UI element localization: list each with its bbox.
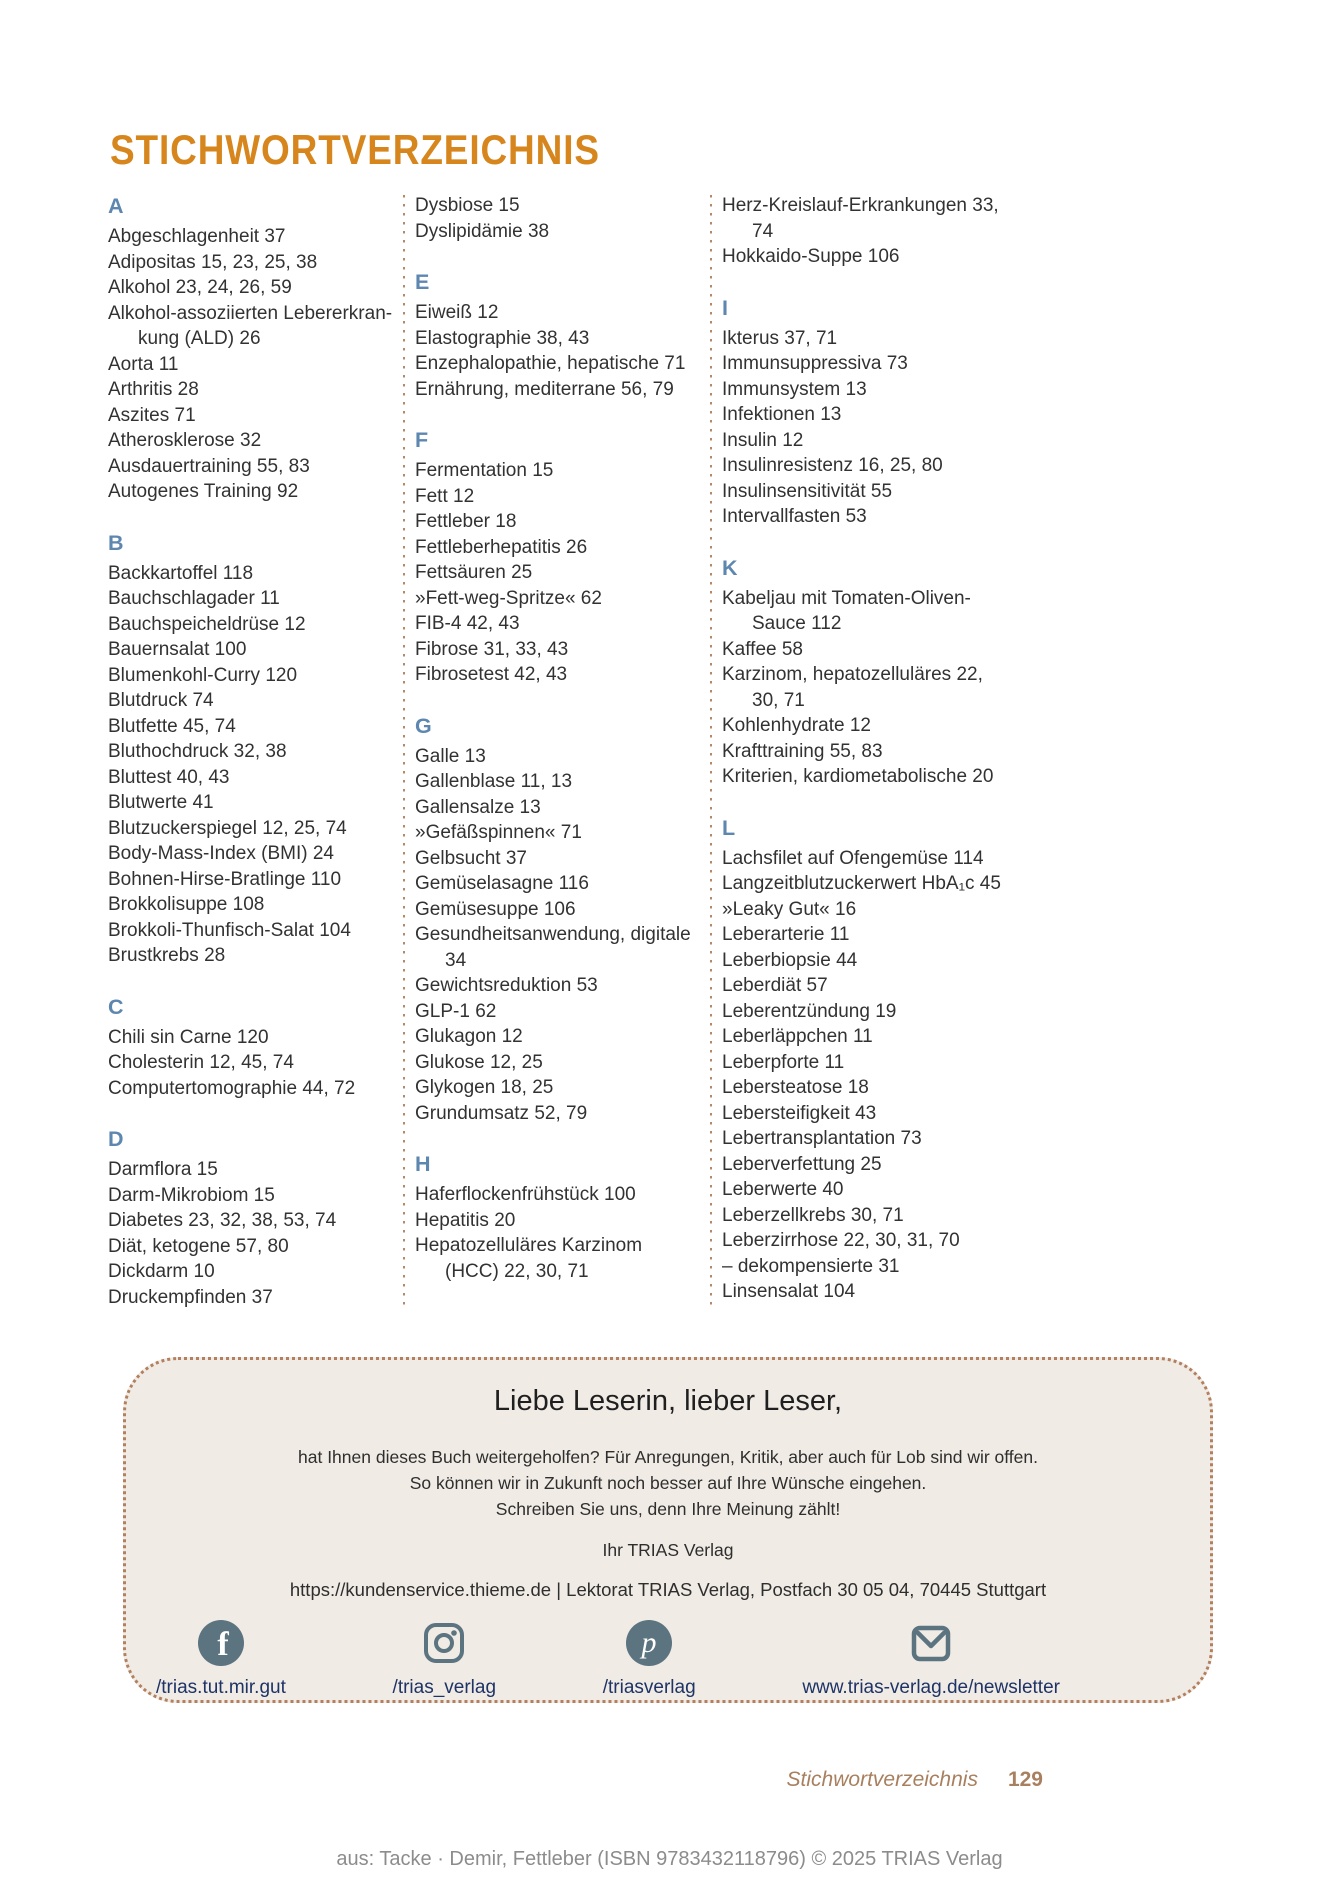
social-links-row — [126, 1619, 1210, 1699]
index-entry: Bluthochdruck 32, 38 — [108, 741, 287, 762]
index-entry: Atherosklerose 32 — [108, 430, 262, 451]
index-entry: Hepatozelluläres Karzinom (HCC) 22, 30, 71 — [415, 1235, 643, 1282]
index-entry: Blutzuckerspiegel 12, 25, 74 — [108, 817, 347, 839]
index-entry: Grundumsatz 52, 79 — [415, 1102, 588, 1124]
index-entry: Backkartoffel 118 — [108, 562, 254, 584]
index-entry: Herz-Kreislauf-Erkrankungen 33, 74 — [722, 195, 999, 242]
index-entry: Lebersteifigkeit 43 — [722, 1102, 877, 1124]
section-letter-e: E — [415, 270, 430, 294]
section-letter-b: B — [108, 530, 124, 555]
svg-text:f: f — [217, 1626, 229, 1663]
reader-box-text — [126, 1444, 1210, 1522]
index-entry: Leberentzündung 19 — [722, 1000, 897, 1022]
index-entry: Infektionen 13 — [722, 404, 842, 425]
index-entry: Bauchspeicheldrüse 12 — [108, 613, 306, 635]
index-entry: Kaffee 58 — [722, 638, 804, 660]
index-entry: Cholesterin 12, 45, 74 — [108, 1052, 294, 1073]
section-letter-c: C — [108, 994, 124, 1019]
index-entry: Bluttest 40, 43 — [108, 766, 230, 788]
index-entry: »Fett-weg-Spritze« 62 — [415, 587, 602, 609]
index-entry: Glukose 12, 25 — [415, 1051, 543, 1073]
social-label: /trias.tut.mir.gut — [156, 1677, 286, 1698]
section-letter-g: G — [415, 713, 432, 738]
index-entry: Immunsuppressiva 73 — [722, 353, 908, 374]
index-entry: Leberarterie 11 — [722, 924, 850, 945]
index-entry: Gemüsesuppe 106 — [415, 898, 576, 920]
footer-page-number: 129 — [1007, 1768, 1043, 1791]
social-label: www.trias-verlag.de/newsletter — [802, 1677, 1060, 1698]
section-letter-k: K — [722, 555, 738, 580]
index-entry: Bauchschlagader 11 — [108, 588, 280, 609]
index-entry: Bauernsalat 100 — [108, 639, 247, 660]
index-entry: Gewichtsreduktion 53 — [415, 975, 598, 996]
social-item — [802, 1619, 1060, 1699]
publisher-signature: Ihr TRIAS Verlag — [602, 1540, 734, 1560]
section-letter-d: D — [108, 1127, 124, 1151]
index-entry: Fibrose 31, 33, 43 — [415, 638, 569, 660]
index-entry: Diabetes 23, 32, 38, 53, 74 — [108, 1210, 337, 1231]
index-column-3 — [722, 193, 1007, 1310]
index-entry: Kriterien, kardiometabolische 20 — [722, 766, 994, 787]
index-entry: Kohlenhydrate 12 — [722, 715, 871, 736]
reader-box-line: So können wir in Zukunft noch besser auf Ihre Wünsche eingehen. — [409, 1473, 927, 1493]
index-entry: Aorta 11 — [108, 353, 179, 375]
index-entry: Leberdiät 57 — [722, 975, 828, 996]
index-entry: Hokkaido-Suppe 106 — [722, 246, 900, 267]
index-entry: Leberpforte 11 — [722, 1051, 845, 1073]
index-entry: Autogenes Training 92 — [108, 481, 299, 502]
index-entry: Ausdauertraining 55, 83 — [108, 455, 310, 477]
index-entry: Aszites 71 — [108, 404, 196, 426]
social-label: /triasverlag — [602, 1677, 696, 1698]
index-column-2 — [415, 193, 700, 1310]
index-entry: Darm-Mikrobiom 15 — [108, 1184, 275, 1206]
section-letter-a: A — [108, 194, 124, 218]
index-entry: Haferflockenfrühstück 100 — [415, 1184, 636, 1205]
index-entry: Glykogen 18, 25 — [415, 1077, 554, 1098]
index-entry: GLP-1 62 — [415, 1000, 497, 1022]
reader-box-line: hat Ihnen dieses Buch weitergeholfen? Für Anregungen, Kritik, aber auch für Lob sind wir offen. — [298, 1447, 1038, 1467]
index-entry: Intervallfasten 53 — [722, 506, 867, 527]
index-entry: FIB-4 42, 43 — [415, 613, 520, 634]
index-entry: Krafttraining 55, 83 — [722, 740, 883, 762]
index-entry: Gemüselasagne 116 — [415, 873, 589, 894]
index-entry: Hepatitis 20 — [415, 1209, 516, 1231]
footer-section-label: Stichwortverzeichnis — [786, 1768, 978, 1791]
social-item — [603, 1619, 696, 1699]
section-letter-l: L — [722, 815, 736, 840]
index-entry: Lebertransplantation 73 — [722, 1128, 922, 1149]
index-entry: Kabeljau mit Tomaten-Oliven-Sauce 112 — [722, 587, 971, 634]
index-entry: Fermentation 15 — [415, 460, 554, 481]
index-entry: Dickdarm 10 — [108, 1261, 215, 1282]
social-label: /trias_verlag — [392, 1677, 497, 1698]
index-entry: Computertomographie 44, 72 — [108, 1077, 356, 1099]
index-entry: Karzinom, hepatozelluläres 22, 30, 71 — [722, 664, 983, 711]
index-entry: Diät, ketogene 57, 80 — [108, 1235, 289, 1257]
index-entry: Blutfette 45, 74 — [108, 715, 236, 737]
index-entry: Fettleber 18 — [415, 511, 517, 532]
index-entry: Galle 13 — [415, 745, 486, 767]
index-entry: Eiweiß 12 — [415, 302, 499, 323]
index-entry: Insulinresistenz 16, 25, 80 — [722, 455, 943, 476]
index-entry: Leberbiopsie 44 — [722, 949, 858, 971]
instagram-icon — [420, 1619, 468, 1667]
index-entry: Adipositas 15, 23, 25, 38 — [108, 251, 318, 273]
index-entry: Leberläppchen 11 — [722, 1026, 873, 1047]
index-entry: Lebersteatose 18 — [722, 1077, 869, 1098]
index-entry: Leberzellkrebs 30, 71 — [722, 1204, 904, 1226]
page-title: STICHWORTVERZEICHNIS — [110, 126, 600, 174]
social-item — [156, 1619, 286, 1699]
contact-line: https://kundenservice.thieme.de | Lektorat TRIAS Verlag, Postfach 30 05 04, 70445 Stuttgart — [289, 1579, 1047, 1600]
section-letter-h: H — [415, 1152, 431, 1176]
index-entry: Gesundheitsanwendung, digitale 34 — [415, 924, 691, 971]
index-entry: Gallenblase 11, 13 — [415, 771, 573, 792]
index-entry: Arthritis 28 — [108, 379, 199, 400]
index-entry: – dekompensierte 31 — [722, 1255, 900, 1277]
index-entry: Linsensalat 104 — [722, 1281, 856, 1302]
column-separator — [710, 195, 712, 1310]
index-entry: »Gefäßspinnen« 71 — [415, 822, 582, 843]
index-entry: Leberwerte 40 — [722, 1179, 844, 1200]
index-entry: Bohnen-Hirse-Bratlinge 110 — [108, 868, 342, 890]
index-entry: Blutwerte 41 — [108, 792, 214, 813]
index-entry: Alkohol 23, 24, 26, 59 — [108, 277, 292, 298]
index-entry: Blutdruck 74 — [108, 690, 214, 711]
section-letter-i: I — [722, 295, 728, 320]
index-entry: Elastographie 38, 43 — [415, 327, 590, 349]
index-column-1 — [108, 193, 393, 1310]
section-letter-f: F — [415, 428, 429, 452]
svg-text:p: p — [641, 1626, 657, 1659]
index-entry: Body-Mass-Index (BMI) 24 — [108, 843, 334, 864]
index-entry: Druckempfinden 37 — [108, 1286, 273, 1308]
index-columns — [108, 193, 1007, 1310]
reader-box-heading: Liebe Leserin, lieber Leser, — [493, 1385, 843, 1417]
facebook-icon — [197, 1619, 245, 1667]
index-entry: Immunsystem 13 — [722, 378, 867, 400]
index-entry: Fettsäuren 25 — [415, 562, 533, 583]
index-entry: Dysbiose 15 — [415, 195, 520, 216]
index-entry: Darmflora 15 — [108, 1159, 218, 1180]
index-entry: Lachsfilet auf Ofengemüse 114 — [722, 847, 984, 869]
index-entry: Chili sin Carne 120 — [108, 1026, 269, 1048]
index-entry: Fett 12 — [415, 485, 475, 507]
index-entry: Insulinsensitivität 55 — [722, 480, 893, 502]
index-entry: Leberzirrhose 22, 30, 31, 70 — [722, 1230, 960, 1251]
index-entry: Dyslipidämie 38 — [415, 220, 550, 242]
index-entry: Langzeitblutzuckerwert HbA₁c 45 — [722, 873, 1001, 894]
index-entry: Glukagon 12 — [415, 1026, 523, 1047]
index-entry: Abgeschlagenheit 37 — [108, 226, 286, 247]
index-entry: Ernährung, mediterrane 56, 79 — [415, 378, 674, 400]
index-entry: Gelbsucht 37 — [415, 847, 527, 869]
reader-box-line: Schreiben Sie uns, denn Ihre Meinung zählt! — [495, 1499, 841, 1519]
page-footer — [787, 1768, 1043, 1792]
index-entry: Brokkoli-Thunfisch-Salat 104 — [108, 919, 351, 941]
email-icon — [907, 1619, 955, 1667]
index-entry: Leberverfettung 25 — [722, 1153, 882, 1175]
index-entry: Gallensalze 13 — [415, 796, 541, 818]
column-separator — [403, 195, 405, 1310]
reader-feedback-box — [123, 1357, 1213, 1703]
index-entry: Blumenkohl-Curry 120 — [108, 664, 298, 686]
index-entry: Brustkrebs 28 — [108, 945, 226, 966]
social-item — [393, 1619, 497, 1699]
index-entry: »Leaky Gut« 16 — [722, 898, 857, 920]
index-entry: Ikterus 37, 71 — [722, 327, 838, 349]
index-entry: Fibrosetest 42, 43 — [415, 664, 568, 685]
index-entry: Fettleberhepatitis 26 — [415, 536, 588, 558]
index-entry: Enzephalopathie, hepatische 71 — [415, 353, 686, 374]
credit-line: aus: Tacke · Demir, Fettleber (ISBN 9783432118796) © 2025 TRIAS Verlag — [336, 1848, 1003, 1870]
index-entry: Insulin 12 — [722, 429, 804, 451]
index-entry: Brokkolisuppe 108 — [108, 894, 265, 915]
pinterest-icon — [625, 1619, 673, 1667]
index-entry: Alkohol-assoziierten Lebererkrankung (ALD) 26 — [108, 302, 393, 349]
